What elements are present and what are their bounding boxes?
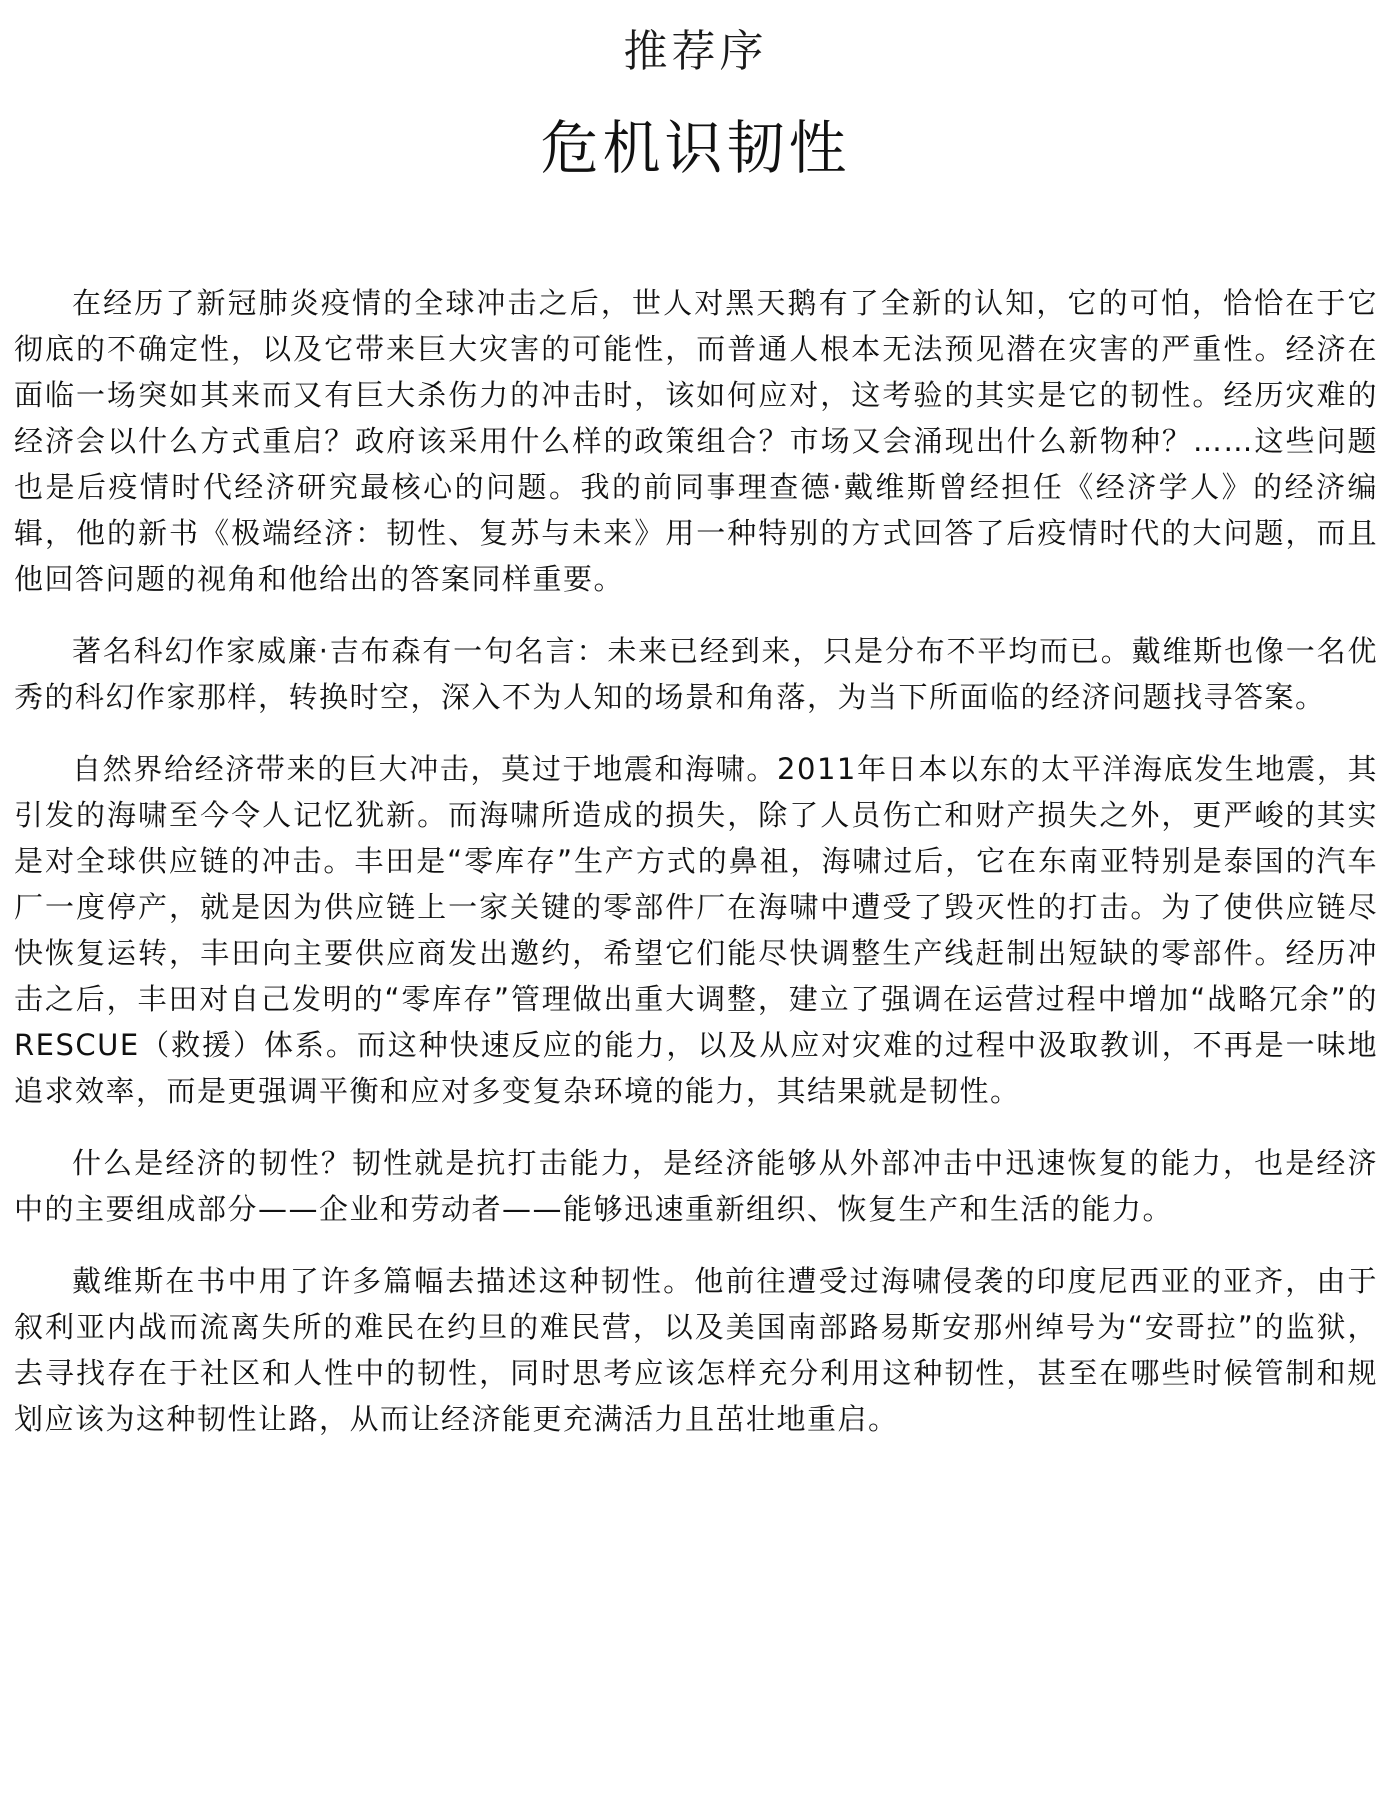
section-label: 推荐序: [623, 26, 768, 77]
page-title: 危机识韧性: [540, 114, 851, 182]
body-text: [14, 280, 1378, 1468]
paragraph: 自然界给经济带来的巨大冲击，莫过于地震和海啸。2011年日本以东的太平洋海底发生地震，其引发的海啸至今令人记忆犹新。而海啸所造成的损失，除了人员伤亡和财产损失之外，更严峻的其实是对全球供应链的冲击。丰田是“零库存”生产方式的鼻祖，海啸过后，它在东南亚特别是泰国的汽车厂一度停产，就是因为供应链上一家关键的零部件厂在海啸中遭受了毁灭性的打击。为了使供应链尽快恢复运转，丰田向主要供应商发出邀约，希望它们能尽快调整生产线赶制出短缺的零部件。经历冲击之后，丰田对自己发明的“零库存”管理做出重大调整，建立了强调在运营过程中增加“战略冗余”的RESCUE（救援）体系。而这种快速反应的能力，以及从应对灾难的过程中汲取教训，不再是一味地追求效率，而是更强调平衡和应对多变复杂环境的能力，其结果就是韧性。: [14, 752, 1378, 1108]
paragraph: 在经历了新冠肺炎疫情的全球冲击之后，世人对黑天鹅有了全新的认知，它的可怕，恰恰在于它彻底的不确定性，以及它带来巨大灾害的可能性，而普通人根本无法预见潜在灾害的严重性。经济在面临一场突如其来而又有巨大杀伤力的冲击时，该如何应对，这考验的其实是它的韧性。经历灾难的经济会以什么方式重启？政府该采用什么样的政策组合？市场又会涌现出什么新物种？……这些问题也是后疫情时代经济研究最核心的问题。我的前同事理查德·戴维斯曾经担任《经济学人》的经济编辑，他的新书《极端经济：韧性、复苏与未来》用一种特别的方式回答了后疫情时代的大问题，而且他回答问题的视角和他给出的答案同样重要。: [14, 286, 1378, 596]
paragraph: 戴维斯在书中用了许多篇幅去描述这种韧性。他前往遭受过海啸侵袭的印度尼西亚的亚齐，由于叙利亚内战而流离失所的难民在约旦的难民营，以及美国南部路易斯安那州绰号为“安哥拉”的监狱，去寻找存在于社区和人性中的韧性，同时思考应该怎样充分利用这种韧性，甚至在哪些时候管制和规划应该为这种韧性让路，从而让经济能更充满活力且茁壮地重启。: [14, 1264, 1378, 1436]
paragraph: 什么是经济的韧性？韧性就是抗打击能力，是经济能够从外部冲击中迅速恢复的能力，也是经济中的主要组成部分——企业和劳动者——能够迅速重新组织、恢复生产和生活的能力。: [14, 1146, 1378, 1226]
paragraph: 著名科幻作家威廉·吉布森有一句名言：未来已经到来，只是分布不平均而已。戴维斯也像一名优秀的科幻作家那样，转换时空，深入不为人知的场景和角落，为当下所面临的经济问题找寻答案。: [14, 634, 1378, 714]
